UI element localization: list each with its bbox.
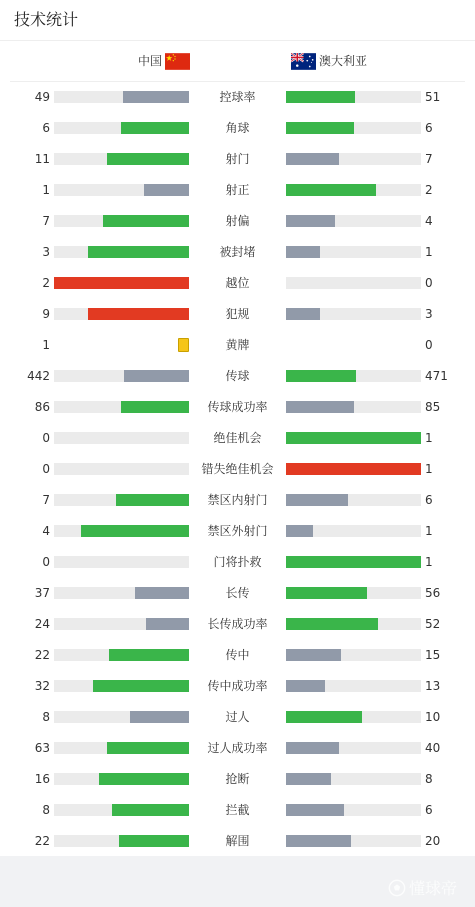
yellow-card-icon xyxy=(178,338,189,352)
away-bar-track xyxy=(286,494,421,506)
away-value: 6 xyxy=(425,493,433,507)
away-bar-track xyxy=(286,122,421,134)
stat-row xyxy=(0,276,475,290)
home-bar-fill xyxy=(135,587,189,599)
away-bar-track xyxy=(286,618,421,630)
home-bar-track xyxy=(54,246,189,258)
home-bar-track xyxy=(54,91,189,103)
away-value: 6 xyxy=(425,121,433,135)
stat-label: 禁区内射门 xyxy=(207,493,268,507)
away-bar-fill xyxy=(286,184,376,196)
away-bar-fill xyxy=(286,804,344,816)
home-value: 86 xyxy=(34,400,50,414)
home-value: 24 xyxy=(34,617,50,631)
home-value: 22 xyxy=(34,648,50,662)
stat-label: 拦截 xyxy=(225,803,250,817)
away-bar-fill xyxy=(286,556,421,568)
home-team xyxy=(138,52,190,70)
home-bar-track xyxy=(54,649,189,661)
away-bar-track xyxy=(286,463,421,475)
home-value: 0 xyxy=(42,431,50,445)
stat-label: 传球 xyxy=(225,369,250,383)
away-team-name: 澳大利亚 xyxy=(319,54,368,68)
home-bar-track xyxy=(54,680,189,692)
stat-label: 被封堵 xyxy=(219,245,256,259)
stat-row xyxy=(0,214,475,228)
home-bar-fill xyxy=(124,370,189,382)
home-bar-fill xyxy=(88,246,189,258)
away-bar-track xyxy=(286,525,421,537)
home-value: 0 xyxy=(42,555,50,569)
stat-row xyxy=(0,679,475,693)
home-bar-fill xyxy=(119,835,189,847)
away-bar-fill xyxy=(286,773,331,785)
away-bar-track xyxy=(286,308,421,320)
away-bar-track xyxy=(286,742,421,754)
home-bar-fill xyxy=(109,649,189,661)
away-bar-track xyxy=(286,649,421,661)
stat-row xyxy=(0,121,475,135)
home-bar-fill xyxy=(130,711,189,723)
away-value: 1 xyxy=(425,555,433,569)
away-bar-fill xyxy=(286,401,354,413)
away-bar-track xyxy=(286,91,421,103)
home-bar-track xyxy=(54,742,189,754)
stat-label: 传中成功率 xyxy=(207,679,268,693)
home-bar-track xyxy=(54,122,189,134)
stat-label: 传中 xyxy=(225,648,250,662)
away-bar-track xyxy=(286,587,421,599)
home-bar-track xyxy=(54,494,189,506)
away-value: 56 xyxy=(425,586,441,600)
away-bar-fill xyxy=(286,91,355,103)
away-value: 13 xyxy=(425,679,441,693)
home-team-name: 中国 xyxy=(137,54,162,68)
home-value: 8 xyxy=(42,803,50,817)
stat-row xyxy=(0,772,475,786)
stat-label: 越位 xyxy=(225,276,250,290)
stat-row xyxy=(0,648,475,662)
away-value: 20 xyxy=(425,834,441,848)
away-value: 0 xyxy=(425,338,433,352)
away-bar-fill xyxy=(286,215,335,227)
home-value: 22 xyxy=(34,834,50,848)
away-bar-track xyxy=(286,153,421,165)
stat-label: 解围 xyxy=(225,834,250,848)
home-value: 9 xyxy=(42,307,50,321)
away-bar-track xyxy=(286,246,421,258)
away-bar-track xyxy=(286,277,421,289)
away-value: 1 xyxy=(425,524,433,538)
home-value: 63 xyxy=(34,741,50,755)
away-bar-fill xyxy=(286,432,421,444)
away-bar-track xyxy=(286,370,421,382)
stat-label: 错失绝佳机会 xyxy=(201,462,274,476)
stat-row xyxy=(0,524,475,538)
stat-label: 射偏 xyxy=(225,214,250,228)
home-bar-fill xyxy=(112,804,189,816)
home-bar-fill xyxy=(93,680,189,692)
home-bar-track xyxy=(54,711,189,723)
away-bar-track xyxy=(286,215,421,227)
stat-label: 绝佳机会 xyxy=(213,431,262,445)
home-bar-track xyxy=(54,556,189,568)
away-bar-fill xyxy=(286,122,354,134)
home-bar-track xyxy=(54,401,189,413)
away-bar-track xyxy=(286,401,421,413)
home-bar-fill xyxy=(121,122,189,134)
divider xyxy=(10,81,465,82)
home-value: 37 xyxy=(34,586,50,600)
stat-row xyxy=(0,369,475,383)
home-bar-fill xyxy=(107,742,189,754)
stat-label: 犯规 xyxy=(225,307,250,321)
home-bar-track xyxy=(54,804,189,816)
home-value: 49 xyxy=(34,90,50,104)
home-bar-track xyxy=(54,835,189,847)
home-bar-track xyxy=(54,525,189,537)
away-team xyxy=(291,52,367,70)
away-bar-fill xyxy=(286,463,421,475)
stat-label: 长传 xyxy=(225,586,250,600)
away-value: 7 xyxy=(425,152,433,166)
australia-flag-icon xyxy=(291,53,316,70)
watermark xyxy=(388,876,457,899)
away-bar-fill xyxy=(286,153,339,165)
away-bar-track xyxy=(286,556,421,568)
home-value: 442 xyxy=(27,369,50,383)
stat-label: 抢断 xyxy=(225,772,250,786)
home-bar-track xyxy=(54,587,189,599)
home-bar-track xyxy=(54,370,189,382)
home-bar-fill xyxy=(146,618,189,630)
page-title: 技术统计 xyxy=(14,10,79,29)
away-bar-fill xyxy=(286,711,362,723)
away-bar-fill xyxy=(286,525,313,537)
stat-row xyxy=(0,493,475,507)
football-icon xyxy=(388,879,406,897)
home-value: 1 xyxy=(42,183,50,197)
home-bar-track xyxy=(54,215,189,227)
away-bar-fill xyxy=(286,835,351,847)
home-bar-fill xyxy=(144,184,189,196)
china-flag-icon xyxy=(165,53,190,70)
away-bar-track xyxy=(286,184,421,196)
stat-label: 黄牌 xyxy=(225,338,250,352)
home-bar-track xyxy=(54,773,189,785)
stat-label: 过人成功率 xyxy=(207,741,268,755)
home-value: 11 xyxy=(34,152,50,166)
away-value: 1 xyxy=(425,245,433,259)
away-value: 10 xyxy=(425,710,441,724)
stat-row xyxy=(0,431,475,445)
home-bar-fill xyxy=(103,215,189,227)
away-bar-fill xyxy=(286,680,325,692)
stat-label: 禁区外射门 xyxy=(207,524,268,538)
home-bar-fill xyxy=(107,153,189,165)
stat-row xyxy=(0,834,475,848)
home-value: 4 xyxy=(42,524,50,538)
stat-row xyxy=(0,710,475,724)
stat-row xyxy=(0,617,475,631)
stat-row xyxy=(0,245,475,259)
home-value: 1 xyxy=(42,338,50,352)
home-bar-track xyxy=(54,308,189,320)
home-bar-track xyxy=(54,277,189,289)
away-bar-fill xyxy=(286,370,356,382)
away-bar-track xyxy=(286,711,421,723)
stat-label: 角球 xyxy=(225,121,250,135)
away-bar-track xyxy=(286,835,421,847)
stat-label: 过人 xyxy=(225,710,250,724)
away-value: 0 xyxy=(425,276,433,290)
home-value: 16 xyxy=(34,772,50,786)
home-bar-fill xyxy=(116,494,189,506)
away-bar-fill xyxy=(286,246,320,258)
stat-row xyxy=(0,462,475,476)
away-bar-track xyxy=(286,432,421,444)
away-value: 6 xyxy=(425,803,433,817)
stat-label: 长传成功率 xyxy=(207,617,268,631)
stat-row xyxy=(0,152,475,166)
away-value: 471 xyxy=(425,369,448,383)
stat-label: 射门 xyxy=(225,152,250,166)
home-value: 6 xyxy=(42,121,50,135)
home-value: 32 xyxy=(34,679,50,693)
home-value: 7 xyxy=(42,493,50,507)
away-value: 2 xyxy=(425,183,433,197)
stat-row xyxy=(0,338,475,352)
away-value: 1 xyxy=(425,462,433,476)
home-bar-track xyxy=(54,432,189,444)
watermark-text: 懂球帝 xyxy=(409,879,458,898)
home-bar-fill xyxy=(99,773,189,785)
divider xyxy=(0,40,475,41)
home-bar-track xyxy=(54,618,189,630)
home-bar-fill xyxy=(123,91,189,103)
home-value: 8 xyxy=(42,710,50,724)
away-bar-fill xyxy=(286,618,378,630)
stat-label: 控球率 xyxy=(219,90,256,104)
stat-label: 传球成功率 xyxy=(207,400,268,414)
stat-row xyxy=(0,400,475,414)
home-value: 2 xyxy=(42,276,50,290)
away-value: 1 xyxy=(425,431,433,445)
home-value: 0 xyxy=(42,462,50,476)
away-bar-track xyxy=(286,804,421,816)
home-value: 3 xyxy=(42,245,50,259)
away-bar-fill xyxy=(286,494,348,506)
away-value: 40 xyxy=(425,741,441,755)
stat-row xyxy=(0,741,475,755)
stat-row xyxy=(0,803,475,817)
home-bar-track xyxy=(54,184,189,196)
away-bar-fill xyxy=(286,587,367,599)
home-bar-fill xyxy=(81,525,189,537)
home-bar-fill xyxy=(121,401,189,413)
stat-label: 门将扑救 xyxy=(213,555,262,569)
away-value: 15 xyxy=(425,648,441,662)
away-value: 3 xyxy=(425,307,433,321)
stat-row xyxy=(0,307,475,321)
away-bar-fill xyxy=(286,742,339,754)
home-bar-track xyxy=(54,463,189,475)
away-bar-fill xyxy=(286,649,341,661)
home-value: 7 xyxy=(42,214,50,228)
away-value: 8 xyxy=(425,772,433,786)
home-bar-fill xyxy=(54,277,189,289)
away-value: 85 xyxy=(425,400,441,414)
away-bar-fill xyxy=(286,308,320,320)
stat-row xyxy=(0,586,475,600)
stat-row xyxy=(0,90,475,104)
stat-row xyxy=(0,555,475,569)
away-value: 4 xyxy=(425,214,433,228)
away-value: 52 xyxy=(425,617,441,631)
home-bar-fill xyxy=(88,308,189,320)
stat-row xyxy=(0,183,475,197)
away-bar-track xyxy=(286,680,421,692)
away-value: 51 xyxy=(425,90,441,104)
away-bar-track xyxy=(286,773,421,785)
home-bar-track xyxy=(54,153,189,165)
stat-label: 射正 xyxy=(225,183,250,197)
